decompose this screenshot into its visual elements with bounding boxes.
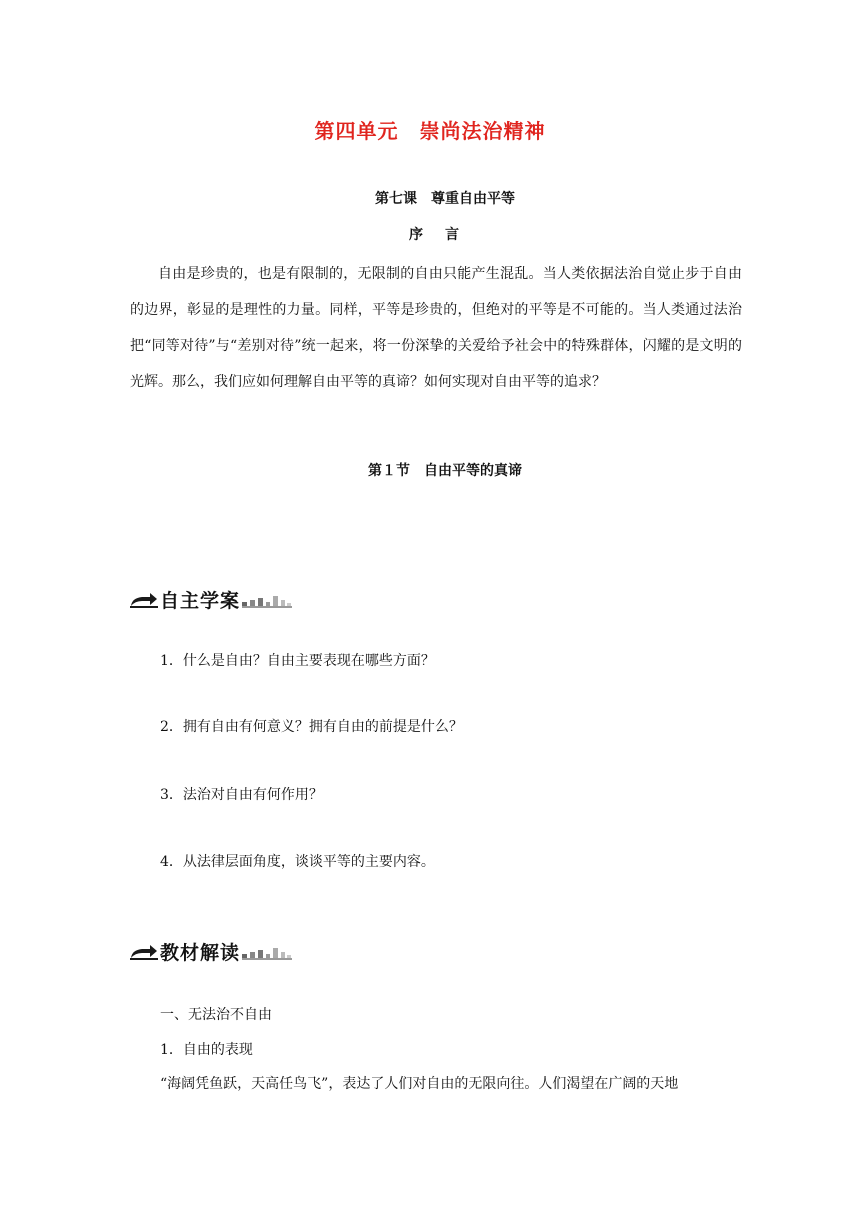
arrow-icon <box>130 938 158 962</box>
question-2: 2．拥有自由有何意义？拥有自由的前提是什么？ <box>160 719 463 735</box>
lesson-title: 第七课 尊重自由平等 <box>375 191 515 207</box>
pixel-dots-icon <box>242 594 292 608</box>
preface-title: 序言 <box>409 227 481 243</box>
arrow-icon <box>130 586 158 610</box>
unit-title: 第四单元 崇尚法治精神 <box>314 119 546 143</box>
preface-paragraph: 自由是珍贵的，也是有限制的，无限制的自由只能产生混乱。当人类依据法治自觉止步于自由的边界，彰显的是理性的力量。同样，平等是珍贵的，但绝对的平等是不可能的。当人类通过法治把“同等对待”与“差别对待”统一起来，将一份深挚的关爱给予社会中的特殊群体，闪耀的是文明的光辉。那么，我们应如何理解自由平等的真谛？如何实现对自由平等的追求？ <box>130 266 742 390</box>
heading-1-1: 1．自由的表现 <box>160 1042 253 1058</box>
question-4: 4．从法律层面角度，谈谈平等的主要内容。 <box>160 854 435 870</box>
section-title: 第１节 自由平等的真谛 <box>368 463 522 479</box>
study-banner <box>130 586 300 614</box>
question-1: 1．什么是自由？自由主要表现在哪些方面？ <box>160 653 435 669</box>
body-paragraph-start: “海阔凭鱼跃，天高任鸟飞”，表达了人们对自由的无限向往。人们渴望在广阔的天地 <box>160 1076 679 1092</box>
pixel-dots-icon <box>242 946 292 960</box>
question-3: 3．法治对自由有何作用？ <box>160 787 323 803</box>
reading-banner-label: 教材解读 <box>160 942 241 964</box>
reading-banner <box>130 938 300 966</box>
study-banner-label: 自主学案 <box>160 590 241 612</box>
heading-1: 一、无法治不自由 <box>160 1007 272 1023</box>
